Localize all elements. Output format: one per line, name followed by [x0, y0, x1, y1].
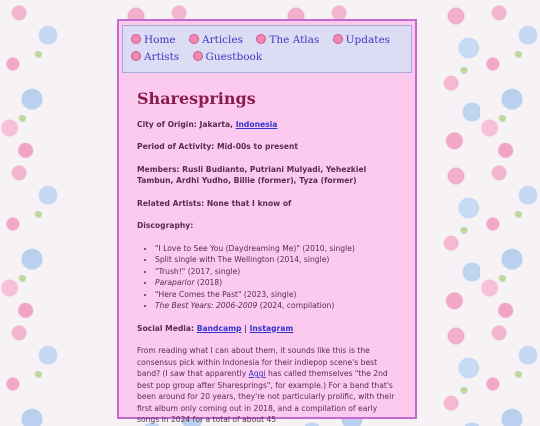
- nav-label: Guestbook: [205, 51, 263, 63]
- discography-list: [137, 243, 397, 312]
- release-detail: (2018): [196, 278, 223, 287]
- origin-label: City of Origin:: [137, 119, 197, 129]
- page-title: Sharesprings: [137, 89, 256, 108]
- release-detail: (2024, compilation): [259, 301, 335, 310]
- list-item: [155, 266, 397, 278]
- origin-city: Jakarta,: [199, 119, 234, 129]
- nav-label: Articles: [202, 34, 244, 46]
- release-title: "I Love to See You (Daydreaming Me)": [155, 243, 300, 253]
- flower-icon: [256, 34, 266, 44]
- flower-icon: [333, 34, 343, 44]
- release-title: "Trush!": [155, 266, 186, 276]
- social-label: Social Media:: [137, 323, 195, 333]
- related-line: [137, 198, 397, 210]
- bandcamp-link[interactable]: Bandcamp: [196, 323, 242, 333]
- nav-label: Updates: [345, 34, 391, 46]
- list-item: [155, 277, 397, 289]
- list-item: [155, 289, 397, 301]
- nav-artists[interactable]: [131, 49, 179, 66]
- release-detail: (2023, single): [243, 289, 297, 299]
- nav-articles[interactable]: [189, 32, 243, 49]
- period-value: Mid-00s to present: [216, 142, 298, 151]
- flower-icon: [193, 51, 203, 61]
- nav-home[interactable]: [131, 32, 176, 49]
- related-label: Related Artists:: [137, 198, 205, 208]
- nav-bar: [122, 25, 412, 73]
- article-content: [119, 73, 415, 426]
- nav-updates[interactable]: [333, 32, 390, 49]
- release-detail: (2017, single): [187, 266, 241, 276]
- body-text: has called themselves "the 2nd best pop group after Sharesprings", for example.) For a band that's been around for 20 years, they're not particularly prolific, with their first album only coming out in 2018, and a compilation of early songs in 2024 for a total of about 45: [137, 369, 395, 424]
- members-value: Rusli Budianto, Putriani Mulyadi, Yehezkiel Tambun, Ardhi Yudho, Billie (former), Tyza (former): [137, 164, 367, 185]
- release-detail: (2014, single): [276, 255, 330, 264]
- list-item: [155, 300, 397, 312]
- nav-the-atlas[interactable]: [256, 32, 319, 49]
- list-item: [155, 254, 397, 266]
- release-title: "Here Comes the Past": [155, 289, 242, 299]
- nav-guestbook[interactable]: [193, 49, 263, 66]
- release-detail: (2010, single): [302, 243, 355, 253]
- period-label: Period of Activity:: [137, 142, 215, 151]
- nav-label: Home: [144, 34, 176, 46]
- origin-line: [137, 119, 397, 131]
- release-title: The Best Years: 2006-2009: [155, 301, 258, 310]
- members-line: [137, 164, 397, 187]
- flower-icon: [189, 34, 199, 44]
- social-line: [137, 323, 397, 335]
- body-text: From reading what I can about them, it sounds like this is the consensus pick within Indonesia for their indiepop scene's best band? (I saw that apparently: [137, 346, 378, 378]
- release-title: Split single with The Wellington: [155, 255, 275, 264]
- nav-label: Artists: [144, 51, 180, 63]
- list-item: [155, 243, 397, 255]
- flower-icon: [131, 34, 141, 44]
- body-paragraph: [137, 345, 397, 426]
- discography-label: Discography:: [137, 221, 194, 230]
- aggi-link[interactable]: Aggi: [248, 369, 266, 378]
- nav-label: The Atlas: [269, 34, 320, 46]
- main-panel: [117, 19, 417, 424]
- related-value: None that I know of: [206, 198, 292, 208]
- release-title: Paraparlor: [155, 278, 195, 287]
- members-label: Members:: [137, 164, 180, 174]
- period-line: [137, 141, 397, 153]
- social-separator: |: [244, 323, 247, 333]
- country-link[interactable]: Indonesia: [235, 119, 278, 129]
- flower-icon: [131, 51, 141, 61]
- instagram-link[interactable]: Instagram: [249, 323, 294, 333]
